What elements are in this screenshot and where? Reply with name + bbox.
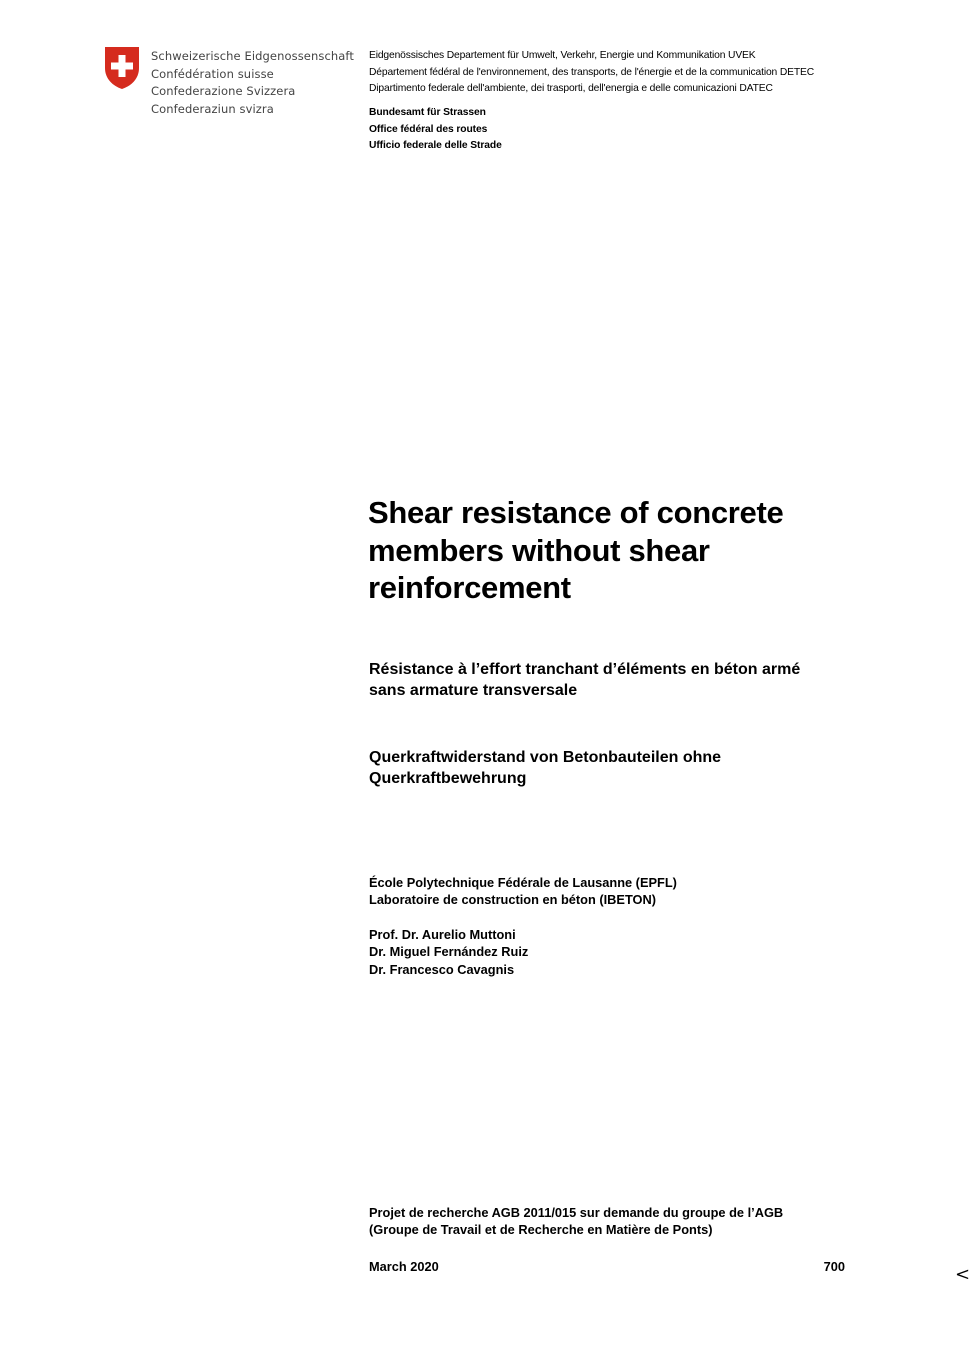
- publication-date: March 2020: [369, 1259, 439, 1274]
- confederation-names: [151, 48, 354, 118]
- project-line: (Groupe de Travail et de Recherche en Matière de Ponts): [369, 1222, 713, 1238]
- author-name: Dr. Miguel Fernández Ruiz: [369, 944, 529, 960]
- office-line-it: Ufficio federale delle Strade: [369, 140, 502, 151]
- subtitle-german: [369, 747, 849, 789]
- institution: [369, 874, 677, 909]
- document-title: [368, 494, 838, 607]
- subtitle-fr-line: Résistance à l’effort tranchant d’éléments en béton armé: [369, 661, 801, 678]
- authors-list: [369, 926, 528, 978]
- subtitle-de-line: Querkraftbewehrung: [369, 770, 527, 787]
- department-header: [369, 48, 814, 98]
- office-line-de: Bundesamt für Strassen: [369, 107, 486, 118]
- project-info: [369, 1204, 783, 1239]
- office-line-fr: Office fédéral des routes: [369, 123, 488, 135]
- confederation-name-rm: Confederaziun svizra: [151, 101, 274, 116]
- office-header: [369, 105, 502, 155]
- footer-row: [369, 1258, 845, 1275]
- confederation-name-fr: Confédération suisse: [151, 66, 274, 81]
- subtitle-french: [369, 659, 849, 701]
- title-line: Shear resistance of concrete: [368, 495, 784, 530]
- swiss-shield-icon: [104, 46, 140, 90]
- subtitle-de-line: Querkraftwiderstand von Betonbauteilen ohne: [369, 749, 722, 766]
- page-corner-mark: <: [955, 1264, 970, 1285]
- institution-line: École Polytechnique Fédérale de Lausanne (EPFL): [369, 875, 677, 890]
- department-line-it: Dipartimento federale dell'ambiente, dei trasporti, dell'energia e delle comunicazioni DATEC: [369, 83, 773, 94]
- department-line-de: Eidgenössisches Departement für Umwelt, Verkehr, Energie und Kommunikation UVEK: [369, 50, 756, 61]
- title-line: members without shear: [368, 532, 710, 568]
- swiss-confederation-logo: [104, 46, 354, 126]
- title-line: reinforcement: [368, 570, 571, 605]
- confederation-name-it: Confederazione Svizzera: [151, 84, 296, 98]
- subtitle-fr-line: sans armature transversale: [369, 682, 578, 699]
- report-number: 700: [823, 1259, 845, 1274]
- confederation-name-de: Schweizerische Eidgenossenschaft: [151, 49, 354, 63]
- department-line-fr: Département fédéral de l'environnement, des transports, de l'énergie et de la communication DETEC: [369, 66, 814, 78]
- author-name: Prof. Dr. Aurelio Muttoni: [369, 927, 516, 942]
- project-line: Projet de recherche AGB 2011/015 sur demande du groupe de l’AGB: [369, 1205, 784, 1220]
- institution-line: Laboratoire de construction en béton (IBETON): [369, 892, 656, 908]
- author-name: Dr. Francesco Cavagnis: [369, 961, 515, 977]
